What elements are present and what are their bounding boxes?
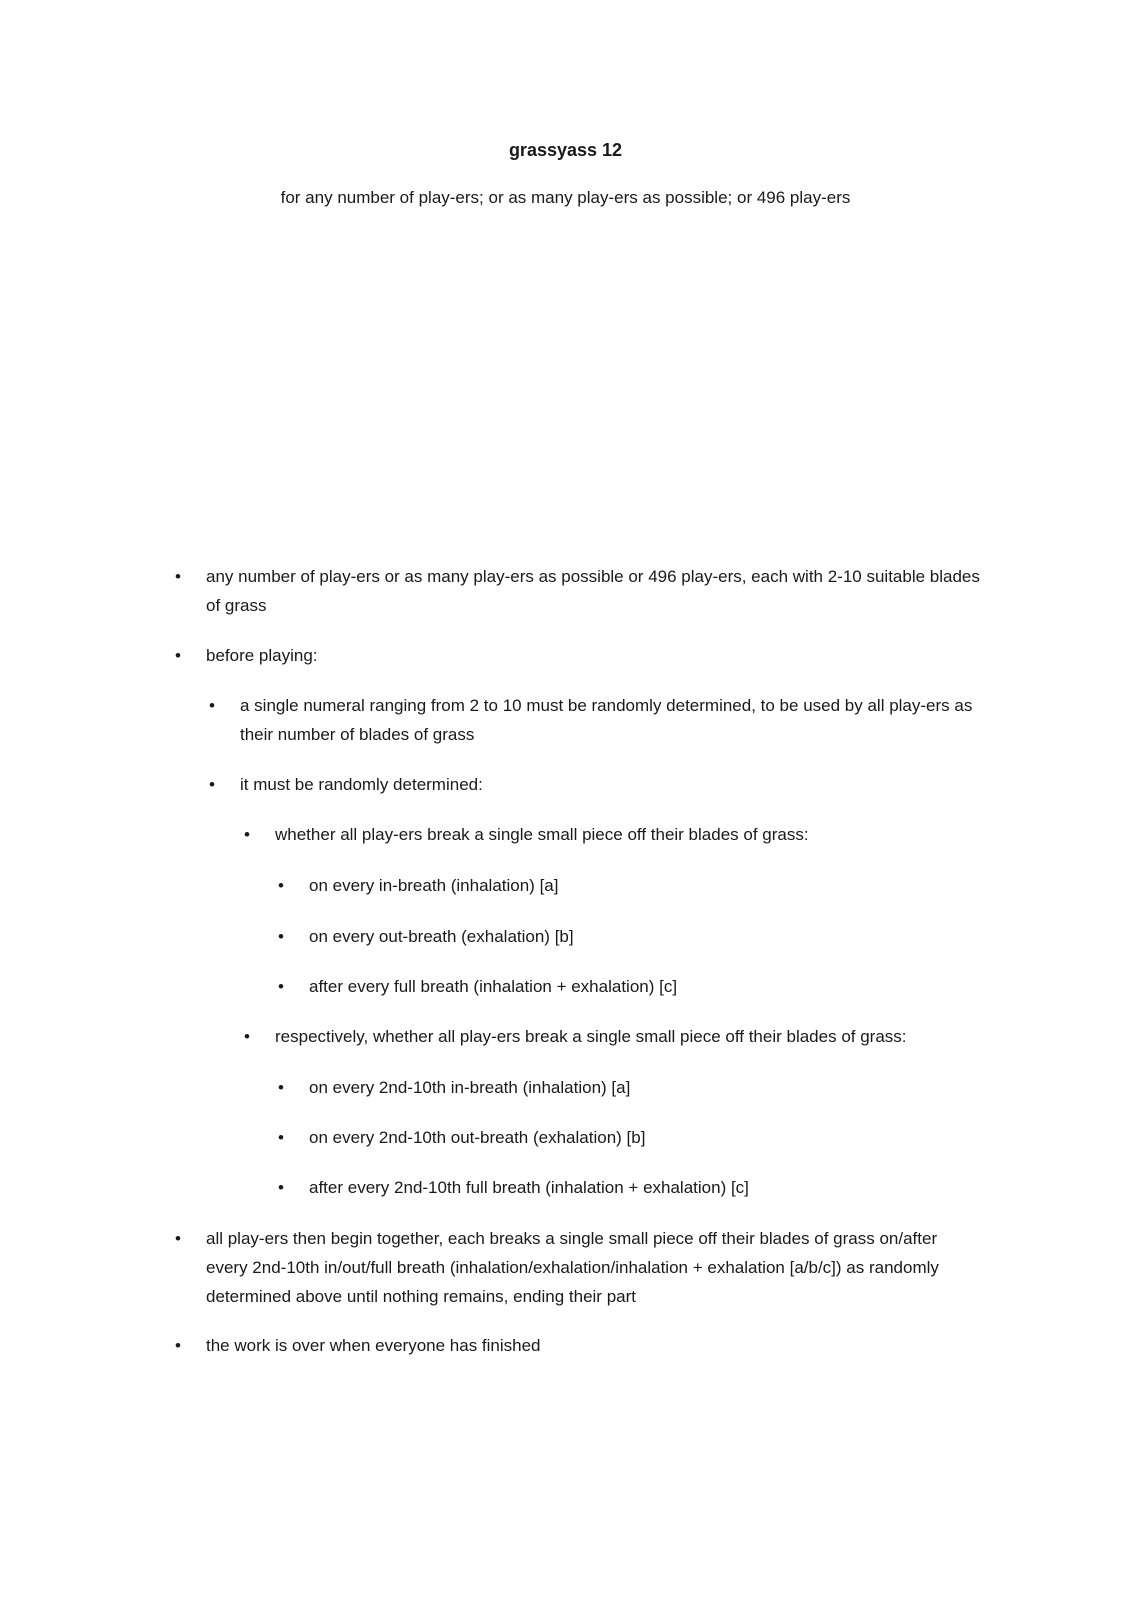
bullet-icon: • (278, 927, 284, 946)
document-title: grassyass 12 (508, 140, 623, 160)
list-item-text: any number of play-ers or as many play-ers as possible or 496 play-ers, each with 2-10 suitable blades of grass (206, 567, 980, 615)
list-item-text: on every in-breath (inhalation) [a] (309, 876, 559, 895)
bullet-icon: • (175, 646, 181, 665)
bullet-icon: • (175, 567, 181, 586)
bullet-icon: • (278, 977, 284, 996)
bullet-icon: • (209, 775, 215, 794)
list-item (278, 1173, 981, 1202)
bullet-icon: • (278, 1128, 284, 1147)
list-item (244, 1022, 981, 1051)
list-item (278, 972, 981, 1001)
list-item (244, 820, 981, 849)
bullet-icon: • (175, 1336, 181, 1355)
list-item (175, 562, 981, 620)
list-item-text: after every 2nd-10th full breath (inhalation + exhalation) [c] (309, 1178, 749, 1197)
bullet-icon: • (278, 1078, 284, 1097)
bullet-icon: • (244, 1027, 250, 1046)
list-item-text: it must be randomly determined: (240, 775, 483, 794)
list-item (278, 1073, 981, 1102)
list-item-text: on every 2nd-10th in-breath (inhalation) [a] (309, 1078, 631, 1097)
list-item (209, 691, 981, 749)
list-item (175, 1224, 981, 1311)
list-item (278, 922, 981, 951)
list-item-text: on every out-breath (exhalation) [b] (309, 927, 574, 946)
bullet-icon: • (244, 825, 250, 844)
list-item-text: respectively, whether all play-ers break a single small piece off their blades of grass: (275, 1027, 907, 1046)
list-item (278, 1123, 981, 1152)
list-item-text: a single numeral ranging from 2 to 10 must be randomly determined, to be used by all play-ers as their number of blades of grass (240, 696, 973, 744)
list-item (278, 871, 981, 900)
bullet-icon: • (278, 1178, 284, 1197)
document-subtitle: for any number of play-ers; or as many play-ers as possible; or 496 play-ers (280, 188, 851, 207)
bullet-icon: • (175, 1229, 181, 1248)
list-item (175, 1331, 981, 1360)
bullet-icon: • (278, 876, 284, 895)
list-item-text: all play-ers then begin together, each breaks a single small piece off their blades of grass on/after every 2nd-10th in/out/full breath (inhalation/exhalation/inhalation + exhalation [a/b/c]) as randomly determined above until nothing remains, ending their part (206, 1229, 939, 1306)
list-item (175, 641, 981, 670)
list-item-text: before playing: (206, 646, 318, 665)
list-item-text: the work is over when everyone has finished (206, 1336, 541, 1355)
bullet-icon: • (209, 696, 215, 715)
list-item (209, 770, 981, 799)
list-item-text: on every 2nd-10th out-breath (exhalation) [b] (309, 1128, 646, 1147)
list-item-text: after every full breath (inhalation + exhalation) [c] (309, 977, 678, 996)
list-item-text: whether all play-ers break a single small piece off their blades of grass: (275, 825, 809, 844)
